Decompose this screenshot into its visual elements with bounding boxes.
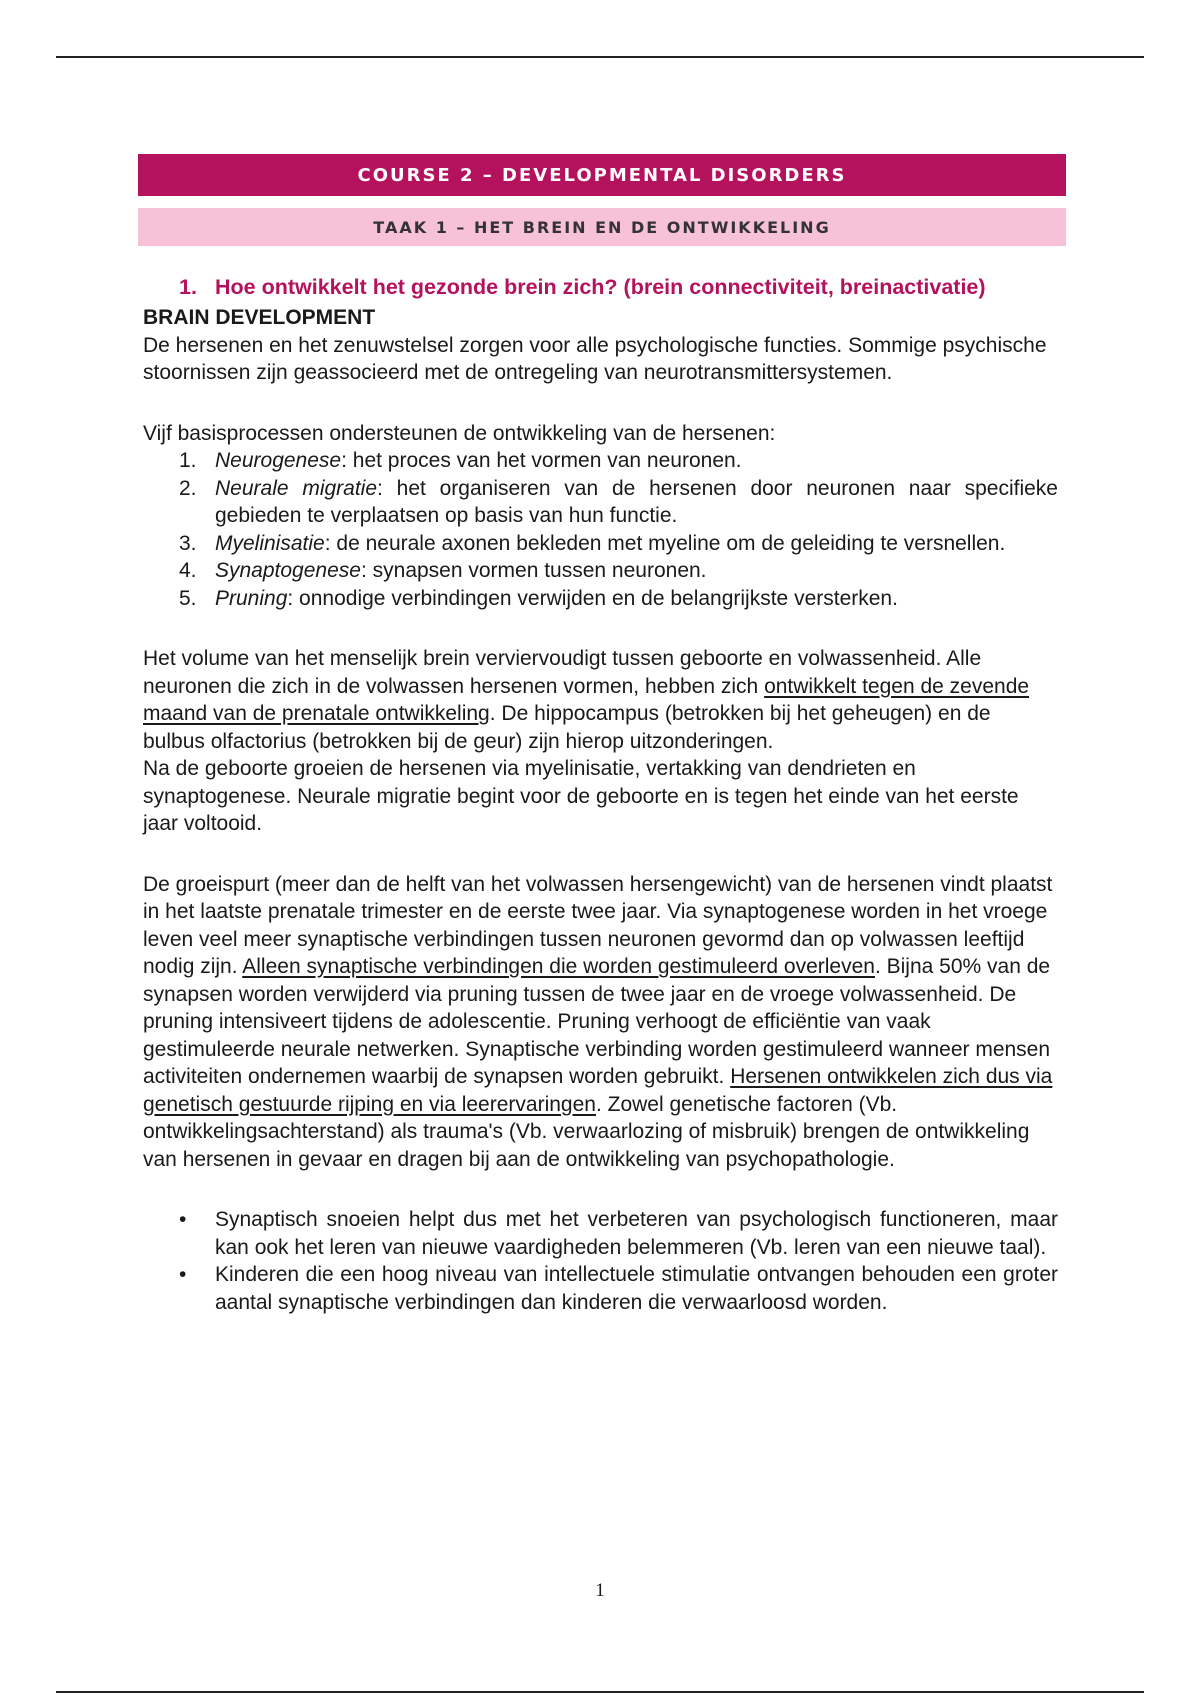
list-number: 2. xyxy=(179,476,197,500)
bullet-text: Synaptisch snoeien helpt dus met het verbeteren van psychologisch functioneren, maar kan ook het leren van nieuwe vaardigheden belemmeren (Vb. leren van een nieuwe taal). xyxy=(215,1208,1058,1259)
bullet-icon xyxy=(143,1261,215,1316)
text-run: . Zowel genetische factoren (Vb. ontwikkelingsachterstand) als trauma's (Vb. verwaarlozing of misbruik) brengen de ontwikkeling van hersenen in gevaar en dragen bij aan de ontwikkeling van psychopathologie. xyxy=(143,1092,1030,1171)
page-number: 1 xyxy=(595,1580,605,1601)
underlined-text: Alleen synaptische verbindingen die worden gestimuleerd overleven xyxy=(242,955,875,978)
processes-list xyxy=(143,447,1058,612)
section-title: BRAIN DEVELOPMENT xyxy=(143,306,376,329)
term: Pruning xyxy=(215,586,288,610)
term: Synaptogenese xyxy=(215,559,361,582)
bullet-icon xyxy=(143,1206,215,1261)
text-run: . De hippocampus (betrokken bij het geheugen) en de bulbus olfactorius (betrokken bij de geur) zijn hierop uitzonderingen. xyxy=(143,702,991,753)
course-banner xyxy=(138,154,1066,196)
term: Myelinisatie xyxy=(215,531,325,555)
question-heading xyxy=(179,274,1058,300)
term: Neurogenese xyxy=(215,449,342,472)
task-title: TAAK 1 – HET BREIN EN DE ONTWIKKELING xyxy=(373,217,831,237)
list-item xyxy=(143,447,1058,475)
processes-intro: Vijf basisprocessen ondersteunen de ontwikkeling van de hersenen: xyxy=(143,421,776,445)
course-title: COURSE 2 – DEVELOPMENTAL DISORDERS xyxy=(357,164,847,186)
list-item xyxy=(143,475,1058,530)
volume-paragraph xyxy=(143,645,1058,755)
bullet-text: Kinderen die een hoog niveau van intellectuele stimulatie ontvangen behouden een groter aantal synaptische verbindingen dan kinderen die verwaarloosd worden. xyxy=(215,1263,1058,1314)
underlined-text: Hersenen ontwikkelen zich dus via genetisch gestuurde rijping en via leerervaringen xyxy=(143,1065,1053,1116)
task-banner xyxy=(138,208,1066,246)
list-item xyxy=(143,557,1058,585)
list-number: 3. xyxy=(179,531,197,555)
list-item xyxy=(143,530,1058,558)
text-run: De groeispurt (meer dan de helft van het volwassen hersengewicht) van de hersenen vindt plaatst in het laatste prenatale trimester en de eerste twee jaar. Via synaptogenese worden in het vroege leven veel meer synaptische verbindingen tussen neuronen gevormd dan op volwassen leeftijd nodig zijn. xyxy=(143,872,1053,978)
list-item xyxy=(143,585,1058,613)
list-number: 5. xyxy=(179,586,197,610)
top-rule xyxy=(56,56,1144,58)
text-run: . Bijna 50% van de synapsen worden verwijderd via pruning tussen de twee jaar en de vroege volwassenheid. De pruning intensiveert tijdens de adolescentie. Pruning verhoogt de efficiëntie van vaak gestimuleerde neurale netwerken. Synaptische verbinding worden gestimuleerd wanneer mensen activiteiten ondernemen waarbij de synapsen worden gebruikt. xyxy=(143,955,1051,1088)
term: Neurale migratie xyxy=(215,476,378,500)
list-item xyxy=(143,1261,1058,1316)
list-number: 1. xyxy=(179,449,197,472)
list-number: 4. xyxy=(179,559,197,582)
bullet-list xyxy=(143,1206,1058,1316)
growth-spurt-paragraph xyxy=(143,871,1058,1174)
definition: : het proces van het vormen van neuronen. xyxy=(341,449,742,472)
bottom-rule xyxy=(56,1691,1144,1693)
question-number: 1. xyxy=(179,275,197,299)
definition: : synapsen vormen tussen neuronen. xyxy=(360,559,707,582)
definition: : de neurale axonen bekleden met myeline om de geleiding te versnellen. xyxy=(324,531,1006,555)
text-run: Het volume van het menselijk brein verviervoudigt tussen geboorte en volwassenheid. Alle neuronen die zich in de volwassen hersenen vormen, hebben zich xyxy=(143,647,982,698)
definition: : het organiseren van de hersenen door neuronen naar specifieke gebieden te verplaatsen op basis van hun functie. xyxy=(215,476,1058,527)
after-birth-paragraph: Na de geboorte groeien de hersenen via myelinisatie, vertakking van dendrieten en synaptogenese. Neurale migratie begint voor de geboorte en is tegen het einde van het eerste jaar voltooid. xyxy=(143,757,1019,835)
underlined-text: ontwikkelt tegen de zevende maand van de prenatale ontwikkeling xyxy=(143,674,1030,725)
list-item xyxy=(143,1206,1058,1261)
definition: : onnodige verbindingen verwijden en de belangrijkste versterken. xyxy=(287,586,898,610)
document-body xyxy=(143,274,1058,1316)
question-text: Hoe ontwikkelt het gezonde brein zich? (brein connectiviteit, breinactivatie) xyxy=(215,275,986,299)
intro-paragraph: De hersenen en het zenuwstelsel zorgen voor alle psychologische functies. Sommige psychische stoornissen zijn geassocieerd met de ontregeling van neurotransmittersystemen. xyxy=(143,333,1047,384)
